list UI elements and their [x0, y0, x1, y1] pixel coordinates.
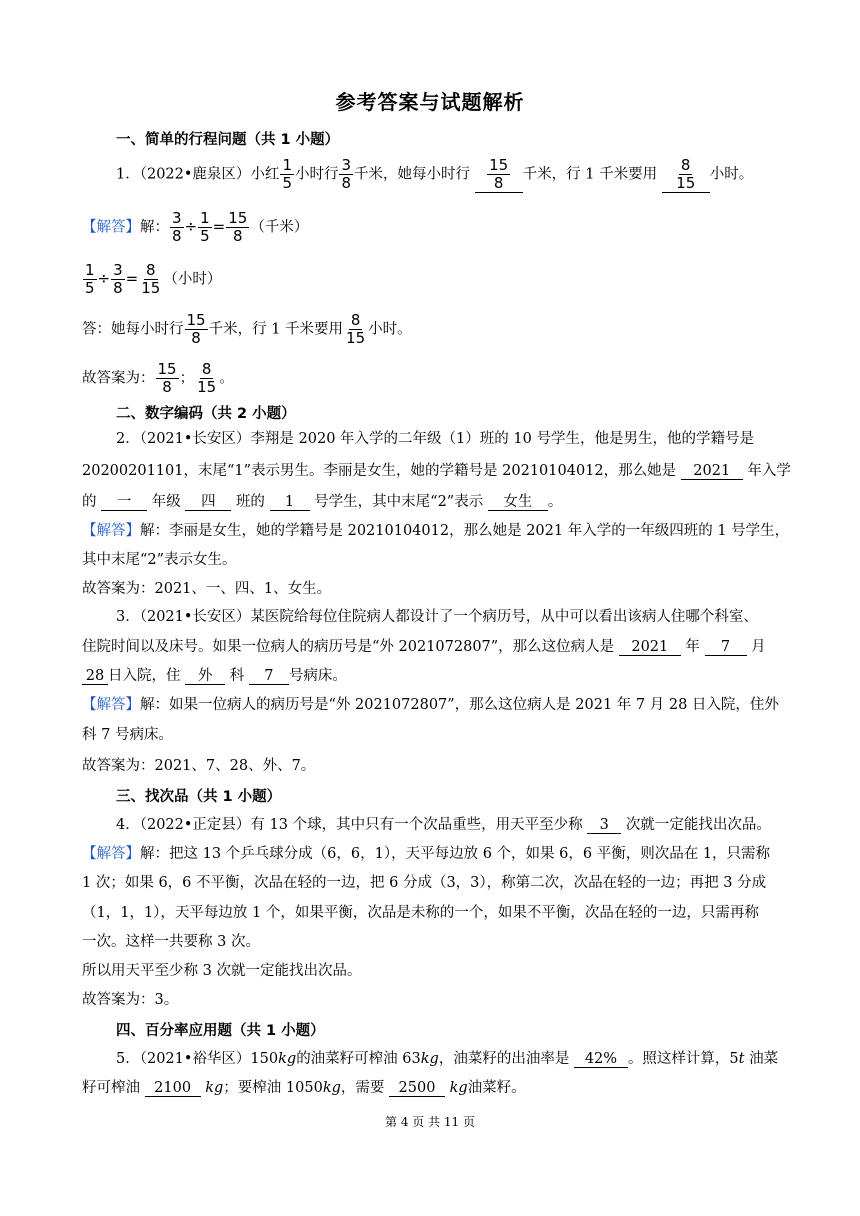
question-4: 4．（2022•正定县）有 13 个球，其中只有一个次品重些，用天平至少称 3 次就一定能找出次品。: [116, 817, 771, 833]
answer-blank: 女生: [488, 494, 548, 511]
question-5-line-1: 5．（2021•裕华区）150kg的油菜籽可榨油 63kg，油菜籽的出油率是 42% 。照这样计算，5t 油菜: [116, 1051, 779, 1067]
section-heading-3: 三、找次品（共 1 小题）: [116, 789, 282, 805]
question-3-line-1: 3．（2021•长安区）某医院给每位住院病人都设计了一个病历号，从中可以看出该病人住哪个科室、: [116, 609, 758, 625]
solution-4-line-1: 【解答】解：把这 13 个乒乓球分成（6，6，1），天平每边放 6 个，如果 6，6 平衡，则次品在 1，只需称: [82, 846, 771, 862]
answer-blank: $\frac{8}{15}$: [662, 157, 710, 193]
answer-blank: $\frac{15}{8}$: [475, 157, 523, 193]
page-footer: 第 4 页 共 11 页: [385, 1115, 475, 1129]
answer-blank: 2021: [619, 639, 681, 656]
answer-blank: 外: [185, 668, 225, 685]
answer-blank: 2100: [145, 1080, 201, 1097]
solution-1-answer: 答：她每小时行 $\frac{15}{8}$ 千米，行 1 千米要用 $\frac{8}{15}$ 小时。: [82, 311, 412, 347]
question-5-line-2: 籽可榨油 2100 kg；要榨油 1050kg，需要 2500 kg油菜籽。: [82, 1080, 526, 1096]
solution-1-step-2: $\frac{1}{5}$ ÷ $\frac{3}{8}$ = $\frac{8}{15}$ （小时）: [85, 261, 222, 297]
solution-4-line-3: （1，1，1），天平每边放 1 个，如果平衡，次品是未称的一个，如果不平衡，次品在轻的一边，只需再称: [82, 905, 759, 921]
section-heading-2: 二、数字编码（共 2 小题）: [116, 406, 296, 422]
solution-4-line-5: 所以用天平至少称 3 次就一定能找出次品。: [82, 963, 362, 979]
answer-tag: 【解答】: [82, 697, 140, 713]
answer-tag: 【解答】: [82, 219, 140, 236]
solution-4-final: 故答案为：3。: [82, 992, 179, 1008]
answer-blank: 1: [270, 494, 310, 511]
solution-3-line-2: 科 7 号病床。: [82, 727, 173, 743]
answer-blank: 四: [185, 494, 231, 511]
answer-blank: 3: [587, 817, 621, 834]
answer-blank: 42%: [574, 1051, 628, 1068]
solution-2-line-1: 【解答】解：李丽是女生，她的学籍号是 20210104012，那么她是 2021 年入学的一年级四班的 1 号学生，: [82, 523, 790, 539]
solution-3-final: 故答案为：2021、7、28、外、7。: [82, 758, 316, 774]
solution-1-final: 故答案为： $\frac{15}{8}$ ； $\frac{8}{15}$ 。: [82, 360, 234, 396]
solution-3-line-1: 【解答】解：如果一位病人的病历号是“外 2021072807”，那么这位病人是 2021 年 7 月 28 日入院，住外: [82, 697, 779, 713]
solution-2-final: 故答案为：2021、一、四、1、女生。: [82, 581, 332, 597]
answer-blank: 7: [705, 639, 747, 656]
question-2-line-2: 20200201101，末尾“1”表示男生。李丽是女生，她的学籍号是 20210104012，那么她是 2021 年入学: [82, 463, 791, 479]
answer-blank: 一: [101, 494, 147, 511]
fraction: $\frac{3}{8}$: [341, 156, 352, 192]
question-2-line-3: 的 一 年级 四 班的 1 号学生，其中末尾“2”表示 女生 。: [82, 494, 563, 510]
solution-1-step-1: 【解答】解： $\frac{3}{8}$ ÷ $\frac{1}{5}$ = $\frac{15}{8}$ （千米）: [82, 209, 309, 245]
answer-blank: 2500: [389, 1080, 445, 1097]
question-3-line-3: 28 日入院，住 外 科 7 号病床。: [82, 666, 347, 686]
question-2-line-1: 2．（2021•长安区）李翔是 2020 年入学的二年级（1）班的 10 号学生，他是男生，他的学籍号是: [116, 431, 754, 447]
section-heading-4: 四、百分率应用题（共 1 小题）: [116, 1023, 325, 1039]
solution-2-line-2: 其中末尾“2”表示女生。: [82, 552, 237, 568]
solution-4-line-2: 1 次；如果 6，6 不平衡，次品在轻的一边，把 6 分成（3，3），称第二次，次品在轻的一边；再把 3 分成: [82, 875, 767, 891]
answer-tag: 【解答】: [82, 846, 140, 862]
answer-tag: 【解答】: [82, 523, 140, 539]
fraction: $\frac{1}{5}$: [282, 156, 292, 192]
question-3-line-2: 住院时间以及床号。如果一位病人的病历号是“外 2021072807”，那么这位病人是 2021 年 7 月: [82, 639, 766, 655]
question-1: 1．（2022•鹿泉区）小红 $\frac{1}{5}$ 小时行 $\frac{3}{8}$ 千米，她每小时行 $\frac{15}{8}$ 千米，行 1 千米要用 $\frac{8}{15}$ 小时。: [116, 156, 754, 192]
answer-blank: 28: [82, 668, 108, 685]
answer-blank: 2021: [681, 463, 743, 480]
section-heading-1: 一、简单的行程问题（共 1 小题）: [116, 132, 340, 148]
page-title: 参考答案与试题解析: [335, 90, 525, 114]
solution-4-line-4: 一次。这样一共要称 3 次。: [82, 934, 260, 950]
answer-blank: 7: [249, 668, 289, 685]
